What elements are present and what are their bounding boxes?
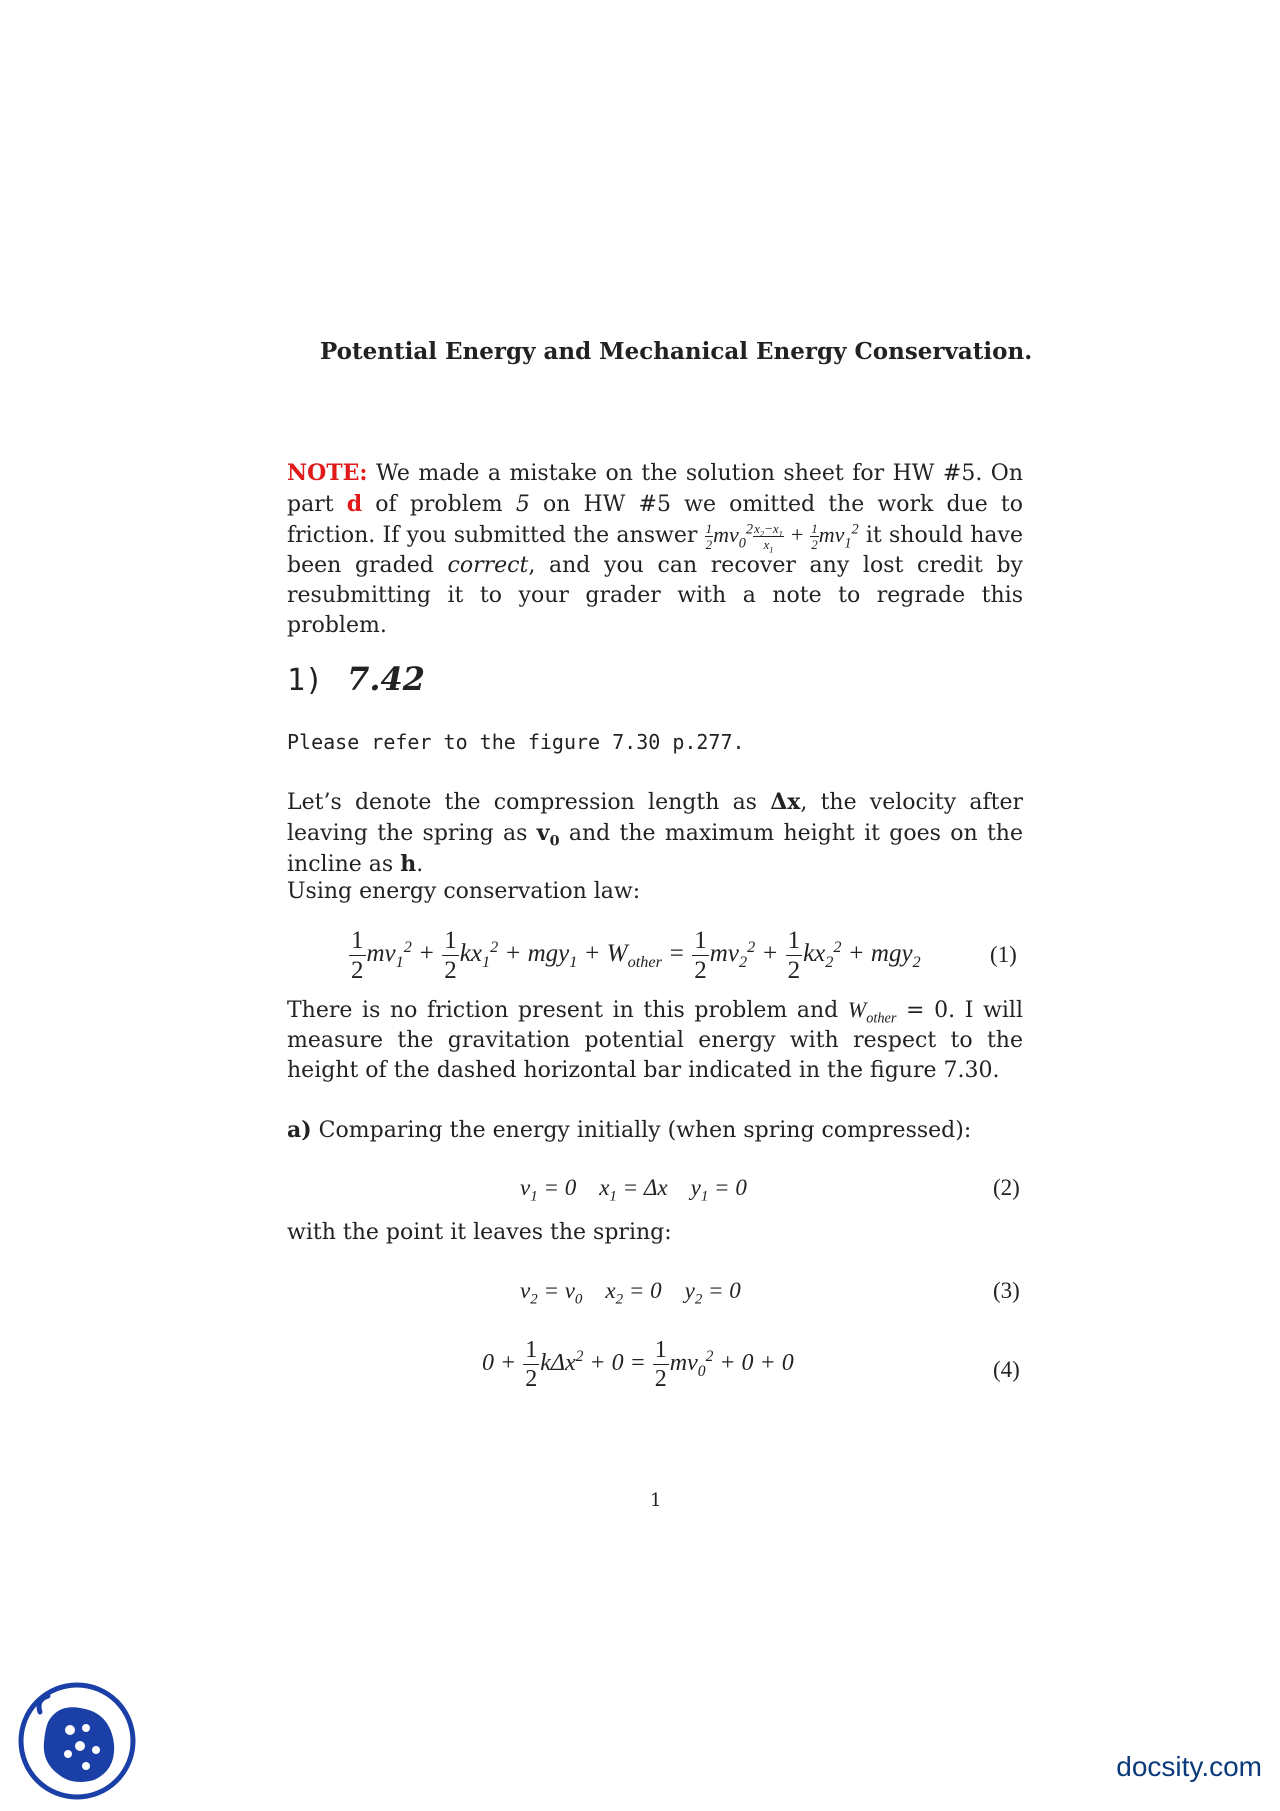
note-part-label: d <box>346 491 363 517</box>
leaves-text: with the point it leaves the spring: <box>287 1220 672 1245</box>
equation-number-1: (1) <box>990 942 1017 967</box>
denote-paragraph: Let’s denote the compression length as Δx, the velocity after leaving the spring as $v_0$ and the maximum height it goes on the incline as h. <box>287 789 1023 877</box>
figure-reference: Please refer to the figure 7.30 p.277. <box>287 730 745 754</box>
equation-3: $v_2 = v_0$ $x_2 = 0$ $y_2 = 0$ <box>520 1278 741 1308</box>
document-title: Potential Energy and Mechanical Energy Conservation. <box>320 338 1033 365</box>
using-text: Using energy conservation law: <box>287 879 641 904</box>
equation-2: $v_1 = 0$ $x_1 = \Delta x$ $y_1 = 0$ <box>520 1175 747 1205</box>
docsity-logo-icon <box>18 1682 136 1800</box>
equation-number-4: (4) <box>993 1357 1020 1382</box>
inline-answer-formula: $\frac{1}{2}$ $mv_0^2$ $\frac{x_2-x_1}{x_1}$ + $\frac{1}{2}$ $mv_1^2$ <box>705 521 859 556</box>
part-a-paragraph: a) Comparing the energy initially (when spring compressed): <box>287 1117 972 1143</box>
note-paragraph: NOTE: We made a mistake on the solution sheet for HW #5. On part d of problem 5 on HW #5 we omitted the work due to friction. If you submitted the answer $\frac{1}{2}$ $mv_0^2$ $\frac{x_2-x_1}{x_1}$ + $\frac{1}{2}$ $mv_1^2$ it should have been graded correct, and you can recover any lost credit by resubmitting it to your grader with a note to regrade this problem. <box>287 460 1023 639</box>
equation-number-2: (2) <box>993 1175 1020 1200</box>
brand-link[interactable]: docsity.com <box>1116 1751 1262 1782</box>
friction-paragraph: There is no friction present in this problem and $W_{other} = 0$. I will measure the gravitation potential energy with respect to the height of the dashed horizontal bar indicated in the figure 7.30. <box>287 997 1024 1083</box>
note-label: NOTE: <box>287 460 368 486</box>
equation-number-3: (3) <box>993 1278 1020 1303</box>
section-heading: 1) 7.42 <box>287 660 426 698</box>
page-number: 1 <box>650 1490 662 1511</box>
equation-4: 0 + $\frac{1}{2}$ kΔx$^2$ + 0 = $\frac{1}{2}$ $mv_0^2 + 0 + 0$ <box>482 1337 794 1392</box>
equation-1: $\frac{1}{2}$ $mv_1^2$ + $\frac{1}{2}$ $kx_1^2 + mgy_1 + W_{other}$ = $\frac{1}{2}$ $mv_2^2$ + $\frac{1}{2}$ $kx_2^2 + mgy_2$ <box>351 927 921 984</box>
